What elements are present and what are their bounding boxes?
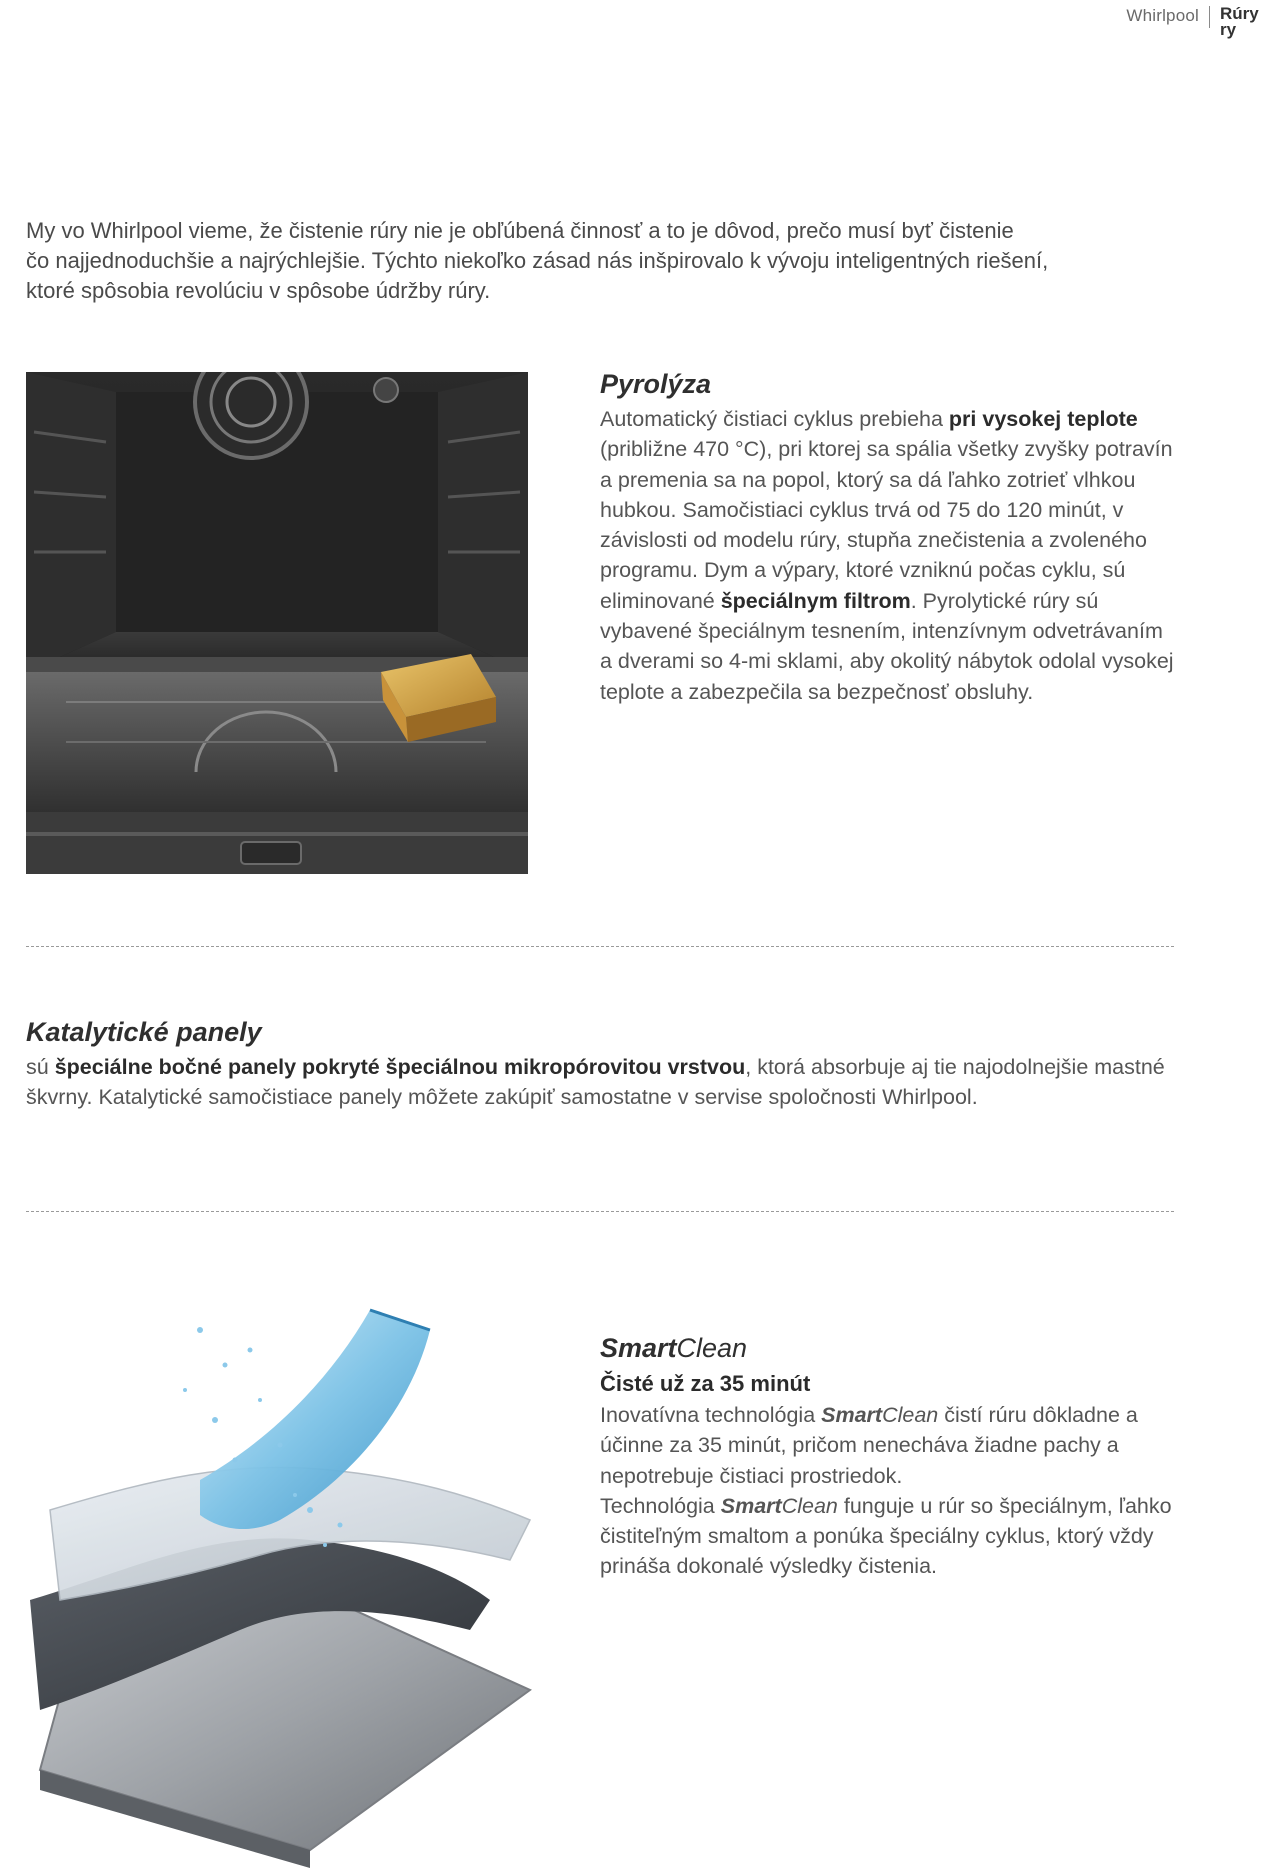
- pyrolyza-section: [600, 364, 1180, 707]
- pyrolyza-bold-1: pri vysokej teplote: [948, 407, 1138, 431]
- pyrolyza-text-2: (približne 470 °C), pri ktorej sa spália všetky zvyšky potravín a premenia sa na popol, ktorý sa dá ľahko zotrieť vlhkou hubkou. Samočistiaci cyklus trvá od 75 do 120 minút, v závislosti od modelu rúry, stupňa znečistenia a zvoleného programu. Dym a výpary, ktoré vzniknú počas cyklu, sú eliminované: [600, 437, 1173, 613]
- pyrolyza-text-1: Automatický čistiaci cyklus prebieha: [600, 407, 949, 431]
- katalyticke-text-2: , ktorá absorbuje aj tie najodolnejšie mastné škvrny. Katalytické samočistiace panely môžete zakúpiť samostatne v servise spoločnosti Whirlpool.: [26, 1055, 1165, 1110]
- oven-interior-image: [26, 372, 528, 874]
- smartclean-brand-italic-1: Clean: [882, 1403, 939, 1427]
- section-label-line1: Rúry: [1220, 4, 1259, 23]
- smartclean-title-bold: Smart: [600, 1333, 677, 1363]
- katalyticke-section: [26, 1012, 1176, 1113]
- smartclean-text-4: funguje u rúr so špeciálnym, ľahko čistiteľným smaltom a ponúka špeciálny cyklus, ktorý vždy prináša dokonalé výsledky čistenia.: [600, 1493, 1172, 1579]
- smartclean-brand-bold-2: Smart: [720, 1493, 782, 1518]
- intro-line-2: čo najjednoduchšie a najrýchlejšie. Týchto niekoľko zásad nás inšpirovalo k vývoju inteligentných riešení,: [26, 248, 1049, 273]
- smartclean-text-3: Technológia: [600, 1493, 721, 1518]
- intro-paragraph: [26, 216, 1086, 306]
- smartclean-title: [600, 1328, 1200, 1368]
- smartclean-brand-italic-2: Clean: [781, 1493, 838, 1518]
- smartclean-text-1: Inovatívna technológia: [600, 1403, 822, 1427]
- section-label: [1210, 0, 1270, 38]
- intro-line-1: My vo Whirlpool vieme, že čistenie rúry nie je obľúbená činnosť a to je dôvod, prečo musí byť čistenie: [26, 218, 1014, 243]
- smartclean-text: [600, 1400, 1200, 1582]
- pyrolyza-bold-2: špeciálnym filtrom: [720, 588, 911, 613]
- smartclean-text-2: čistí rúru dôkladne a účinne za 35 minút, pričom nenecháva žiadne pachy a nepotrebuje čistiaci prostriedok.: [600, 1403, 1138, 1488]
- section-divider-2: [26, 1211, 1174, 1212]
- katalyticke-text: [26, 1052, 1176, 1113]
- smartclean-section: [600, 1328, 1200, 1582]
- smartclean-brand-bold-1: Smart: [821, 1403, 883, 1427]
- page-header: [1126, 0, 1270, 40]
- katalyticke-title: Katalytické panely: [26, 1017, 262, 1047]
- intro-line-3: ktoré spôsobia revolúciu v spôsobe údržby rúry.: [26, 278, 491, 303]
- pyrolyza-title: Pyrolýza: [600, 369, 712, 399]
- smartclean-subtitle: Čisté už za 35 minút: [600, 1371, 811, 1396]
- katalyticke-text-1: sú: [26, 1055, 55, 1079]
- katalyticke-bold-1: špeciálne bočné panely pokryté špeciálnou mikropórovitou vrstvou: [54, 1055, 746, 1079]
- brand-name: Whirlpool: [1126, 6, 1199, 25]
- smartclean-title-italic: Clean: [676, 1333, 748, 1363]
- section-label-line2: ry: [1220, 20, 1237, 39]
- pyrolyza-text: [600, 404, 1180, 707]
- pyrolyza-text-3: . Pyrolytické rúry sú vybavené špeciálnym tesnením, intenzívnym odvetrávaním a dverami so 4-mi sklami, aby okolitý nábytok odolal vysokej teplote a zabezpečila sa bezpečnosť obsluhy.: [600, 588, 1174, 704]
- enamel-layers-image: [10, 1270, 550, 1870]
- section-divider-1: [26, 946, 1174, 947]
